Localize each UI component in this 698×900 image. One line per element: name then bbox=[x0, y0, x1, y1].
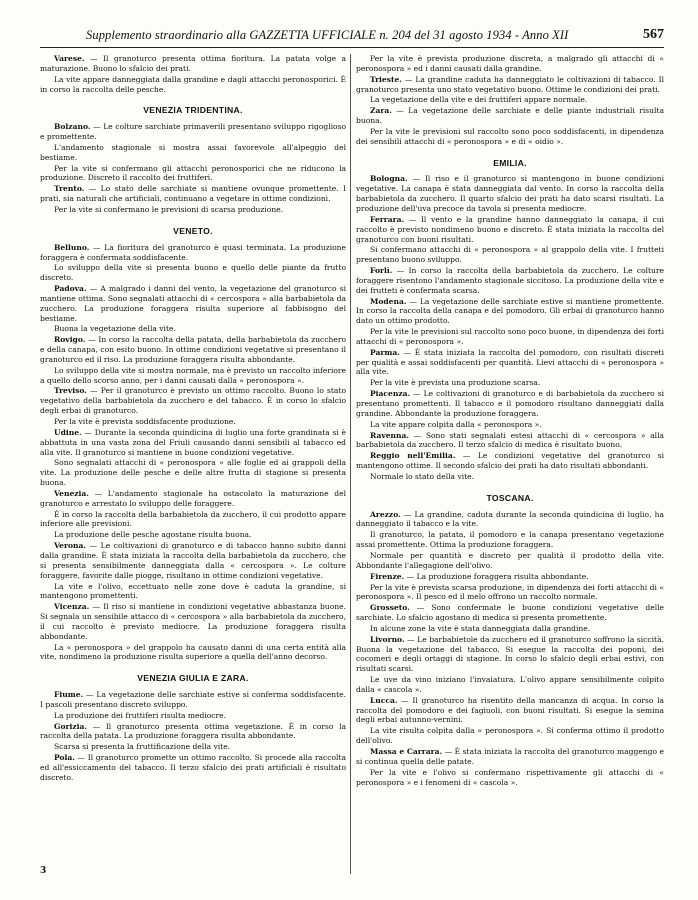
entry-paragraph: L'andamento stagionale si mostra assai favorevole all'alpeggio del bestiame. bbox=[40, 142, 346, 162]
place-name: Trento. bbox=[54, 184, 85, 194]
place-name: Arezzo. bbox=[370, 509, 401, 519]
entry-paragraph: Normale per quantità e discreto per qualità il prodotto della vite. Abbondante l'allegagione dell'olivo. bbox=[356, 550, 664, 570]
place-name: Massa e Carrara. bbox=[370, 747, 443, 756]
report-entry bbox=[40, 122, 346, 142]
report-entry bbox=[40, 386, 346, 416]
section-heading: VENETO. bbox=[173, 225, 213, 236]
entry-paragraph: Lo sviluppo della vite si mostra normale, ma è previsto un raccolto inferiore a quello dello scorso anno, per i danni causati dalla « peronospora ». bbox=[40, 365, 346, 385]
folio-number: 3 bbox=[40, 866, 47, 876]
report-entry bbox=[356, 451, 664, 471]
report-entry bbox=[356, 696, 664, 726]
entry-text: — La grandine, caduta durante la seconda quindicina di luglio, ha danneggiato il tabacco e la vite. bbox=[356, 509, 664, 529]
entry-text: — La grandine caduta ha danneggiato le coltivazioni di tabacco. Il granoturco presenta uno stato vegetativo buono. Ottime le condizioni dei prati. bbox=[356, 74, 664, 94]
entry-text: — Il vento e la grandine hanno danneggiato la canapa, il cui raccolto è previsto nondimeno buono e discreto. È stata iniziata la raccolta del granoturco con buoni risultati. bbox=[356, 214, 664, 244]
place-name: Grosseto. bbox=[370, 603, 410, 613]
place-name: Verona. bbox=[54, 541, 86, 551]
place-name: Udine. bbox=[54, 427, 82, 437]
place-name: Belluno. bbox=[54, 242, 90, 252]
entry-paragraph: Per la vite si confermano gli attacchi peronosporici che ne riducono la produzione. Discreto il raccolto dei fruttiferi. bbox=[40, 163, 346, 183]
entry-paragraph: Per la vite e l'olivo si confermano rispettivamente gli attacchi di « peronospora » e i fenomeni di « cascola ». bbox=[356, 767, 664, 787]
entry-text: — Le condizioni vegetative del granoturco si mantengono ottime. Il secondo sfalcio dei prati ha dato risultati abbondanti. bbox=[356, 451, 664, 471]
entry-paragraph: Sono segnalati attacchi di « peronospora » alle foglie ed ai grappoli della vite. La produzione delle pesche e delle altre frutta di stagione si presenta buona. bbox=[40, 458, 346, 488]
entry-paragraph: La produzione delle pesche agostane risulta buona. bbox=[54, 530, 252, 540]
report-entry bbox=[40, 54, 346, 74]
place-name: Parma. bbox=[370, 347, 400, 357]
entry-paragraph: Scarsa si presenta la fruttificazione della vite. bbox=[54, 742, 231, 752]
entry-paragraph: La vite appare danneggiata dalla grandine e dagli attacchi peronosporici. È in corso la raccolta delle pesche. bbox=[40, 74, 346, 94]
place-name: Livorno. bbox=[370, 634, 405, 644]
report-entry bbox=[40, 428, 346, 458]
place-name: Treviso. bbox=[54, 386, 87, 396]
entry-paragraph: La vegetazione della vite e dei fruttiferi appare normale. bbox=[370, 95, 588, 105]
entry-paragraph: Buona la vegetazione della vite. bbox=[54, 324, 176, 334]
entry-text: — È stata iniziata la raccolta del pomodoro, con risultati discreti per qualità e assai soddisfacenti per quantità. Lievi attacchi di « peronospora » alla vite. bbox=[356, 347, 664, 377]
place-name: Padova. bbox=[54, 284, 87, 294]
place-name: Rovigo. bbox=[54, 335, 86, 345]
entry-paragraph: La vite risulta colpita dalla « peronospora ». Si conferma ottimo il prodotto dell'olivo. bbox=[356, 726, 664, 746]
report-entry bbox=[40, 489, 346, 509]
entry-text: — A malgrado i danni del vento, la vegetazione del granoturco si mantiene ottima. Sono segnalati attacchi di « cercospora » alla barbabietola da zucchero. La produzione foraggera risulta superiore al fabbisogno del bestiame. bbox=[40, 284, 346, 323]
entry-paragraph: Le uve da vino iniziano l'invaiatura. L'olivo appare sensibilmente colpito dalla « cascola ». bbox=[356, 675, 664, 694]
entry-text: — La vegetazione delle sarchiate estive si conferma soddisfacente. I pascoli presentano discreto sviluppo. bbox=[40, 690, 346, 709]
place-name: Gorizia. bbox=[54, 721, 87, 731]
entry-paragraph: In alcune zone la vite è stata danneggiata dalla grandine. bbox=[370, 623, 591, 633]
entry-paragraph: Si confermano attacchi di « peronospora » al grappolo della vite. I frutteti presentano buono sviluppo. bbox=[356, 245, 664, 265]
report-entry bbox=[356, 348, 664, 378]
place-name: Lucca. bbox=[370, 695, 398, 705]
report-entry bbox=[356, 510, 664, 530]
place-name: Pola. bbox=[54, 753, 75, 763]
report-entry bbox=[356, 747, 664, 767]
place-name: Modena. bbox=[370, 296, 407, 306]
entry-text: — Sono stati segnalati estesi attacchi di « cercospora » alla barbabietola da zucchero. Il terzo sfalcio di medica è risultato buono. bbox=[356, 430, 664, 450]
place-name: Ferrara. bbox=[370, 214, 405, 224]
left-column bbox=[40, 54, 346, 874]
entry-paragraph: Il granoturco, la patata, il pomodoro e la canapa presentano vegetazione assai promettente. Ottima la produzione foraggera. bbox=[356, 530, 664, 550]
entry-paragraph: La « peronospora » del grappolo ha causato danni di una certa entità alla vite, nondimeno la produzione risulta superiore a quella dell'anno decorso. bbox=[40, 642, 346, 662]
entry-text: — In corso la raccolta della barbabietola da zucchero. Le colture foraggere risentono l'andamento stagionale siccitoso. La produzione della vite e dei frutteti è confermata scarsa. bbox=[356, 266, 664, 295]
place-name: Ravenna. bbox=[370, 430, 410, 440]
report-entry bbox=[356, 54, 664, 74]
entry-paragraph: Per la vite le previsioni sul raccolto sono poco soddisfacenti, in dipendenza dei sensibili attacchi di « peronospora » e di « oidio ». bbox=[356, 126, 664, 146]
entry-paragraph: Lo sviluppo della vite si presenta buono e quello delle piante da frutto discreto. bbox=[40, 263, 346, 283]
report-entry bbox=[356, 635, 664, 674]
report-entry bbox=[356, 572, 664, 582]
entry-text: — Le coltivazioni di granoturco e di barbabietola da zucchero si presentano promettenti. Il tabacco e il pomodoro risultano danneggiati dalla grandine. Abbondante la produzione foraggera. bbox=[356, 389, 664, 418]
entry-paragraph: La produzione dei fruttiferi risulta mediocre. bbox=[54, 710, 226, 720]
place-name: Trieste. bbox=[370, 74, 402, 84]
place-name: Bologna. bbox=[370, 174, 408, 184]
entry-paragraph: Per la vite si confermano le previsioni di scarsa produzione. bbox=[54, 204, 284, 214]
place-name: Forlì. bbox=[370, 266, 393, 276]
entry-paragraph: È in corso la raccolta della barbabietola da zucchero, il cui prodotto appare inferiore alle previsioni. bbox=[40, 509, 346, 529]
report-entry bbox=[356, 106, 664, 126]
entry-text: — Il granoturco presenta ottima fioritura. La patata volge a maturazione. Buono lo sfalcio dei prati. bbox=[40, 54, 346, 73]
report-entry bbox=[40, 284, 346, 323]
report-entry bbox=[40, 243, 346, 263]
entry-text: — La produzione foraggera risulta abbondante. bbox=[404, 571, 589, 581]
entry-paragraph: Per la vite è prevista soddisfacente produzione. bbox=[54, 417, 236, 426]
entry-text: — La vegetazione delle sarchiate estive si mantiene promettente. In corso la raccolta della canapa e del pomodoro. Gli erbai di granoturco hanno dato un ottimo prodotto. bbox=[356, 296, 664, 326]
place-name: Piacenza. bbox=[370, 389, 411, 399]
place-name: Varese. bbox=[54, 54, 85, 63]
report-entry bbox=[356, 389, 664, 419]
column-divider bbox=[350, 54, 351, 874]
entry-text: — Le coltivazioni di granoturco e di tabacco hanno subito danni dalla grandine. È stata iniziata la raccolta della barbabietola da zucchero, che si presenta sensibilmente danneggiata dalla « cercospora ». Le colture foraggere, favorite dalle piogge, risultano in ottime condizioni vegetative. bbox=[40, 541, 346, 580]
place-name: Zara. bbox=[370, 106, 392, 116]
entry-text: — Il granoturco promette un ottimo raccolto. Si procede alla raccolta ed all'essiccamento del tabacco. Il terzo sfalcio dei prati artificiali è risultato discreto. bbox=[40, 753, 346, 782]
report-entry bbox=[40, 753, 346, 783]
section-heading: TOSCANA. bbox=[486, 492, 534, 503]
place-name: Bolzano. bbox=[54, 122, 91, 132]
entry-text: — Lo stato delle sarchiate si mantiene ovunque promettente. I prati, sia naturali che artificiali, continuano a vegetare in ottime condizioni. bbox=[40, 184, 346, 204]
entry-text: — Il riso si mantiene in condizioni vegetative abbastanza buone. Si segnala un sensibile attacco di « cercospora » alla barbabietola da zucchero, il cui raccolto è previsto mediocre. La produzione foraggera risulta abbondante. bbox=[40, 602, 346, 641]
entry-text: — È stata iniziata la raccolta del granoturco maggengo e si continua quella delle patate. bbox=[356, 747, 664, 766]
entry-paragraph: La vite appare colpita dalla « peronospora ». bbox=[370, 419, 542, 429]
entry-text: — Il granoturco ha risentito della mancanza di acqua. In corso la raccolta del pomodoro e dei fagiuoli, con buoni risultati. Si esegue la semina degli erbai autunno-vernini. bbox=[356, 695, 664, 725]
report-entry bbox=[356, 297, 664, 327]
report-entry bbox=[356, 266, 664, 296]
entry-text: — Le colture sarchiate primaverili presentano sviluppo rigoglioso e promettente. bbox=[40, 122, 346, 142]
place-name: Reggio nell'Emilia. bbox=[370, 451, 456, 461]
header-title: Supplemento straordinario alla GAZZETTA UFFICIALE n. 204 del 31 agosto 1934 - Anno XII bbox=[86, 28, 569, 42]
entry-paragraph: Per la vite è prevista scarsa produzione, in dipendenza dei forti attacchi di « peronospora ». Il pesco ed il melo offrono un raccolto normale. bbox=[356, 582, 664, 602]
report-entry bbox=[356, 431, 664, 451]
report-entry bbox=[356, 215, 664, 245]
report-entry bbox=[40, 722, 346, 742]
entry-paragraph: Per la vite è prevista una produzione scarsa. bbox=[370, 378, 541, 388]
report-entry bbox=[40, 690, 346, 710]
entry-paragraph: Normale lo stato della vite. bbox=[370, 471, 475, 481]
entry-paragraph: Per la vite le previsioni sul raccolto sono poco buone, in dipendenza dei forti attacchi di « peronospora ». bbox=[356, 327, 664, 346]
report-entry bbox=[40, 184, 346, 204]
report-entry bbox=[40, 541, 346, 580]
entry-text: — La vegetazione delle sarchiate e delle piante industriali risulta buona. bbox=[356, 106, 664, 126]
place-name: Firenze. bbox=[370, 571, 405, 581]
report-entry bbox=[40, 335, 346, 365]
entry-text: — Il granoturco presenta ottima vegetazione. È in corso la raccolta della patata. La produzione foraggera risulta abbondante. bbox=[40, 721, 346, 741]
place-name: Fiume. bbox=[54, 690, 84, 700]
entry-text: — In corso la raccolta della patata, della barbabietola da zucchero e della canapa, con esito buono. In ottime condizioni vegetative si presentano il granoturco ed il riso. La produzione foraggera risulta abbondante. bbox=[40, 335, 346, 364]
right-column bbox=[356, 54, 664, 874]
header-rule bbox=[40, 47, 664, 48]
section-heading: VENEZIA GIULIA E ZARA. bbox=[137, 673, 249, 684]
entry-text: — La fioritura del granoturco è quasi terminata. La produzione foraggera è confermata soddisfacente. bbox=[40, 242, 346, 262]
section-heading: EMILIA. bbox=[493, 157, 527, 168]
entry-text: — Per il granoturco è previsto un ottimo raccolto. Buono lo stato vegetativo della barbabietola da zucchero e del tabacco. È in corso lo sfalcio degli erbai di granoturco. bbox=[40, 386, 346, 416]
entry-text: — Durante la seconda quindicina di luglio una forte grandinata si è abbattuta in una vasta zona del Friuli causando danni sensibili al tabacco ed alla vite. Il granoturco si mantiene in buone condizioni vegetative. bbox=[40, 427, 346, 457]
entry-text: Per la vite è prevista produzione discreta, a malgrado gli attacchi di « peronospora » ed i danni causati dalla grandine. bbox=[356, 54, 664, 73]
section-heading: VENEZIA TRIDENTINA. bbox=[143, 105, 243, 116]
entry-text: — Sono confermate le buone condizioni vegetative delle sarchiate. Lo sfalcio agostano di medica si presenta promettente. bbox=[356, 603, 664, 623]
place-name: Venezia. bbox=[54, 488, 89, 498]
page-number: 567 bbox=[643, 27, 664, 42]
entry-text: — Le barbabietole da zucchero ed il granoturco soffrono la siccità. Buona la vegetazione del tabacco. Si esegue la raccolta dei poponi, dei cocomeri e degli ortaggi di stagione. In corso lo sfalcio degli erbai estivi, con risultati scarsi. bbox=[356, 634, 664, 674]
report-entry bbox=[356, 75, 664, 95]
entry-paragraph: La vite e l'olivo, eccettuato nelle zone dove è caduta la grandine, si mantengono promettenti. bbox=[40, 581, 346, 601]
report-entry bbox=[40, 602, 346, 641]
report-entry bbox=[356, 603, 664, 623]
report-entry bbox=[356, 174, 664, 213]
entry-text: — Il riso e il granoturco si mantengono in buone condizioni vegetative. La canapa è stata danneggiata dal vento. In corso la raccolta della barbabietola da zucchero. Il quarto sfalcio dei prati ha dato scarsi risultati. La produzione dell'uva precoce da tavola si presenta mediocre. bbox=[356, 174, 664, 213]
running-header bbox=[40, 28, 664, 46]
place-name: Vicenza. bbox=[54, 602, 90, 612]
entry-text: — L'andamento stagionale ha ostacolato la maturazione del granoturco e arrestato lo sviluppo delle foraggere. bbox=[40, 488, 346, 508]
